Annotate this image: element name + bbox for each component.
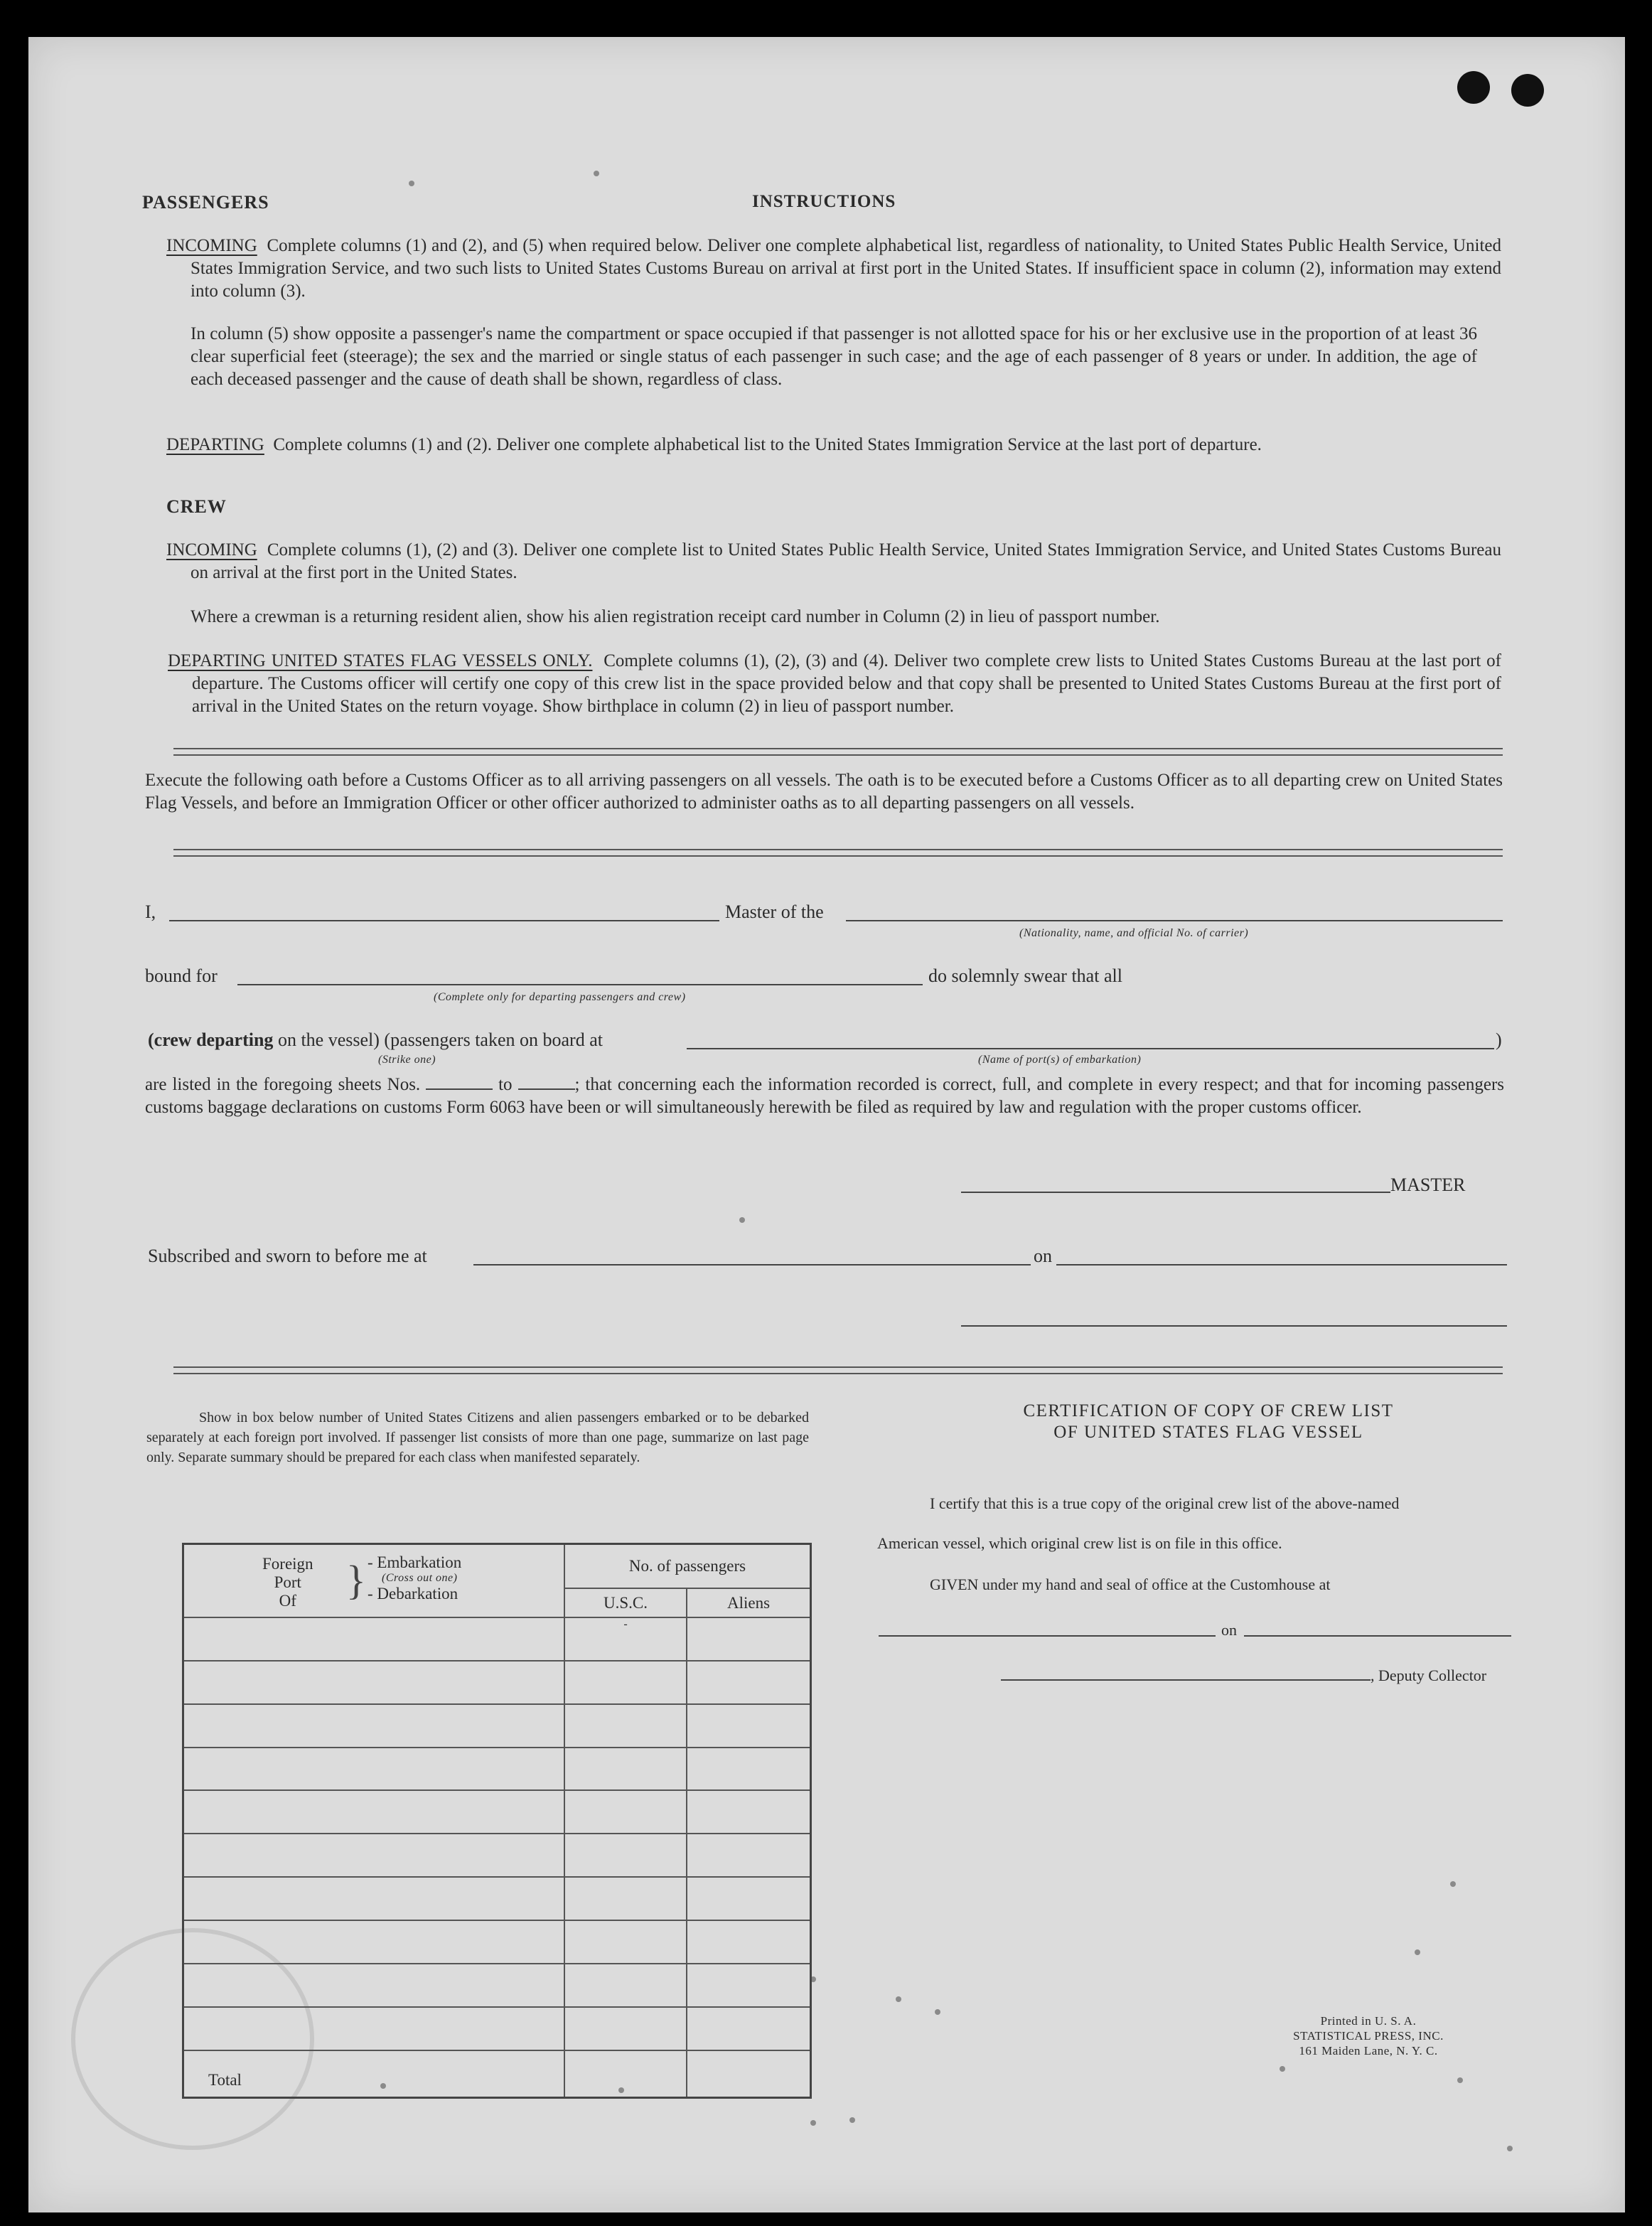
foreign-port-header xyxy=(183,1544,565,1617)
passengers-column5-paragraph: In column (5) show opposite a passenger's name the compartment or space occupied if that passenger is not allotted space for his or her exclusive use in the proportion of at least 36 clear superficial feet (steerage); the sex and the married or single status of each passenger in such case; and the age of each passenger of 8 years or under. In addition, the age of each deceased passenger and the cause of death shall be shown, regardless of class. xyxy=(191,324,1477,389)
listed-to: to xyxy=(498,1075,513,1094)
usc-cell[interactable] xyxy=(564,1920,687,1964)
usc-cell[interactable]: - xyxy=(564,1617,687,1661)
listed-text-2: ; that concerning each the information recorded is correct, full, and complete in every respect; and that for incoming passengers customs baggage declarations on customs Form 6063 have been or will simultaneously herewith be filed as required by law and regulation with the proper customs officer. xyxy=(145,1075,1504,1117)
port-cell[interactable] xyxy=(183,1617,565,1661)
passengers-taken-option[interactable]: (passengers taken on board at xyxy=(384,1029,603,1050)
speck xyxy=(1457,2077,1463,2083)
port-cell[interactable] xyxy=(183,1704,565,1748)
cross-out-caption: (Cross out one) xyxy=(382,1572,458,1584)
oath-i-label: I, xyxy=(145,901,156,922)
officer-signature-field[interactable] xyxy=(961,1325,1507,1327)
embarkation-option[interactable]: - Embarkation xyxy=(368,1553,462,1571)
bound-for-field[interactable] xyxy=(237,984,923,985)
deputy-collector-label: , Deputy Collector xyxy=(1371,1666,1487,1684)
aliens-cell[interactable] xyxy=(687,1834,811,1877)
passengers-departing-label: DEPARTING xyxy=(166,435,264,454)
speck xyxy=(739,1217,745,1223)
crew-departing-text: Complete columns (1), (2), (3) and (4). Deliver two complete crew lists to United States Customs Bureau at the last port of departure. The Customs officer will certify one copy of this crew list in the space provided below and that copy shall be presented to United States Customs Bureau at the first port of arrival in the United States on the return voyage. Show birthplace in column (2) in lieu of passport number. xyxy=(192,651,1501,716)
carrier-caption: (Nationality, name, and official No. of carrier) xyxy=(1019,927,1249,939)
brace-glyph: } xyxy=(346,1557,366,1603)
carrier-field[interactable] xyxy=(846,920,1503,921)
speck xyxy=(1415,1949,1420,1955)
usc-cell[interactable] xyxy=(564,2007,687,2050)
passengers-departing-text: Complete columns (1) and (2). Deliver one complete alphabetical list to the United States Immigration Service at the last port of departure. xyxy=(273,435,1262,454)
speck xyxy=(1280,2066,1285,2072)
usc-cell[interactable] xyxy=(564,1834,687,1877)
aliens-cell[interactable] xyxy=(687,1964,811,2007)
crew-incoming-label: INCOMING xyxy=(166,540,257,560)
cert-date-field[interactable] xyxy=(1244,1635,1511,1637)
punch-hole-left xyxy=(1457,71,1490,104)
speck xyxy=(896,1996,901,2002)
speck xyxy=(594,171,599,176)
oath-instruction: Execute the following oath before a Customs Officer as to all arriving passengers on all vessels. The oath is to be executed before a Customs Officer as to all departing crew on United States Flag Vessels, and before an Immigration Officer or other officer authorized to administer oaths as to all departing passengers on all vessels. xyxy=(145,771,1503,813)
port-cell[interactable] xyxy=(183,1964,565,2007)
passengers-incoming-paragraph xyxy=(166,235,1501,303)
aliens-cell[interactable] xyxy=(687,1661,811,1704)
usc-total-cell[interactable] xyxy=(564,2050,687,2098)
certification-title xyxy=(896,1401,1521,1443)
printer-line1: Printed in U. S. A. xyxy=(1320,2014,1417,2028)
summary-note: Show in box below number of United States Citizens and alien passengers embarked or to be debarked separately at each foreign port involved. If passenger list consists of more than one page, summarize on last page only. Separate summary should be prepared for each class when manifested separately. xyxy=(146,1410,809,1465)
given-text: GIVEN under my hand and seal of office at the Customhouse at xyxy=(930,1575,1331,1593)
debarkation-option[interactable]: - Debarkation xyxy=(368,1585,458,1602)
on-vessel-text: on the vessel) xyxy=(277,1029,380,1050)
crew-departing-option[interactable]: (crew departing xyxy=(148,1029,274,1050)
usc-cell[interactable] xyxy=(564,1704,687,1748)
usc-cell[interactable] xyxy=(564,1964,687,2007)
usc-cell[interactable] xyxy=(564,1748,687,1791)
crew-incoming-text: Complete columns (1), (2) and (3). Deliver one complete list to United States Public Health Service, United States Immigration Service, and United States Customs Bureau on arrival at the first port in the United States. xyxy=(191,540,1501,582)
certification-title-line1: CERTIFICATION OF COPY OF CREW LIST xyxy=(1023,1401,1394,1420)
port-caption: (Name of port(s) of embarkation) xyxy=(978,1054,1142,1066)
port-label: Port xyxy=(274,1573,301,1591)
sheet-to-field[interactable] xyxy=(518,1088,575,1090)
of-label: Of xyxy=(279,1592,296,1610)
subscribed-place-field[interactable] xyxy=(473,1264,1031,1265)
speck xyxy=(849,2117,855,2123)
aliens-cell[interactable] xyxy=(687,1790,811,1834)
crew-departing-label: DEPARTING UNITED STATES FLAG VESSELS ONLY. xyxy=(168,651,593,670)
printer-line2: STATISTICAL PRESS, INC. xyxy=(1293,2029,1444,2043)
aliens-cell[interactable] xyxy=(687,1617,811,1661)
passengers-heading: PASSENGERS xyxy=(142,192,269,213)
subscribed-label: Subscribed and sworn to before me at xyxy=(148,1246,427,1266)
crew-departing-paragraph xyxy=(168,650,1501,718)
aliens-header: Aliens xyxy=(687,1588,811,1617)
certify-text-2: American vessel, which original crew list is on file in this office. xyxy=(877,1534,1282,1552)
port-cell[interactable] xyxy=(183,1920,565,1964)
port-cell[interactable] xyxy=(183,1748,565,1791)
punch-hole-right xyxy=(1511,74,1544,107)
master-signature-field[interactable] xyxy=(961,1192,1390,1193)
speck xyxy=(1507,2146,1513,2151)
printer-imprint xyxy=(1280,2013,1457,2058)
aliens-cell[interactable] xyxy=(687,1704,811,1748)
listed-text-1: are listed in the foregoing sheets Nos. xyxy=(145,1075,421,1094)
passengers-incoming-label: INCOMING xyxy=(166,236,257,255)
usc-cell[interactable] xyxy=(564,1877,687,1920)
speck xyxy=(935,2009,940,2015)
aliens-cell[interactable] xyxy=(687,1877,811,1920)
divider-double xyxy=(173,748,1503,756)
foreign-label: Foreign xyxy=(262,1555,313,1573)
instructions-title: INSTRUCTIONS xyxy=(752,192,896,211)
port-cell[interactable] xyxy=(183,1661,565,1704)
master-name-field[interactable] xyxy=(169,920,719,921)
bound-for-label: bound for xyxy=(145,965,218,986)
usc-header: U.S.C. xyxy=(564,1588,687,1617)
master-label: MASTER xyxy=(1390,1174,1466,1195)
passengers-departing-paragraph xyxy=(166,434,1501,456)
strike-line xyxy=(148,1029,603,1051)
certify-text: I certify that this is a true copy of the original crew list of the above-named xyxy=(930,1494,1400,1512)
crew-alien-paragraph: Where a crewman is a returning resident alien, show his alien registration receipt card number in Column (2) in lieu of passport number. xyxy=(191,607,1160,626)
swear-label: do solemnly swear that all xyxy=(928,965,1122,986)
aliens-cell[interactable] xyxy=(687,1920,811,1964)
passengers-incoming-text: Complete columns (1) and (2), and (5) when required below. Deliver one complete alphabetical list, regardless of nationality, to United States Public Health Service, United States Immigration Service, and two such lists to United States Customs Bureau on arrival at first port in the United States. If insufficient space in column (2), information may extend into column (3). xyxy=(191,236,1502,301)
passenger-summary-table xyxy=(182,1543,812,2099)
port-cell[interactable] xyxy=(183,2007,565,2050)
subscribed-on-label: on xyxy=(1034,1246,1052,1266)
usc-cell[interactable] xyxy=(564,1661,687,1704)
port-cell[interactable] xyxy=(183,1790,565,1834)
crew-heading: CREW xyxy=(166,496,227,517)
cert-on-label: on xyxy=(1221,1621,1237,1639)
port-cell[interactable] xyxy=(183,1834,565,1877)
crew-incoming-paragraph xyxy=(166,539,1501,584)
port-cell[interactable] xyxy=(183,1877,565,1920)
aliens-cell[interactable] xyxy=(687,2007,811,2050)
certification-title-line2: OF UNITED STATES FLAG VESSEL xyxy=(1053,1423,1363,1442)
master-of-label: Master of the xyxy=(725,901,824,922)
aliens-total-cell[interactable] xyxy=(687,2050,811,2098)
divider-double xyxy=(173,1366,1503,1374)
subscribed-date-field[interactable] xyxy=(1056,1264,1507,1265)
no-passengers-header: No. of passengers xyxy=(564,1544,811,1589)
deputy-collector-signature-field[interactable] xyxy=(1001,1679,1371,1681)
bound-caption: (Complete only for departing passengers and crew) xyxy=(434,991,686,1003)
divider-double xyxy=(173,849,1503,857)
speck xyxy=(810,2120,816,2126)
total-label: Total xyxy=(183,2050,565,2098)
sheet-from-field[interactable] xyxy=(426,1088,493,1090)
close-paren: ) xyxy=(1496,1029,1502,1050)
strike-caption: (Strike one) xyxy=(378,1054,436,1066)
aliens-cell[interactable] xyxy=(687,1748,811,1791)
printer-line3: 161 Maiden Lane, N. Y. C. xyxy=(1299,2044,1438,2058)
usc-cell[interactable] xyxy=(564,1790,687,1834)
speck xyxy=(409,181,414,186)
speck xyxy=(1450,1881,1456,1887)
embarkation-port-field[interactable] xyxy=(687,1048,1494,1049)
customhouse-field[interactable] xyxy=(879,1635,1216,1637)
listed-paragraph xyxy=(145,1074,1504,1119)
document-page xyxy=(28,37,1625,2212)
